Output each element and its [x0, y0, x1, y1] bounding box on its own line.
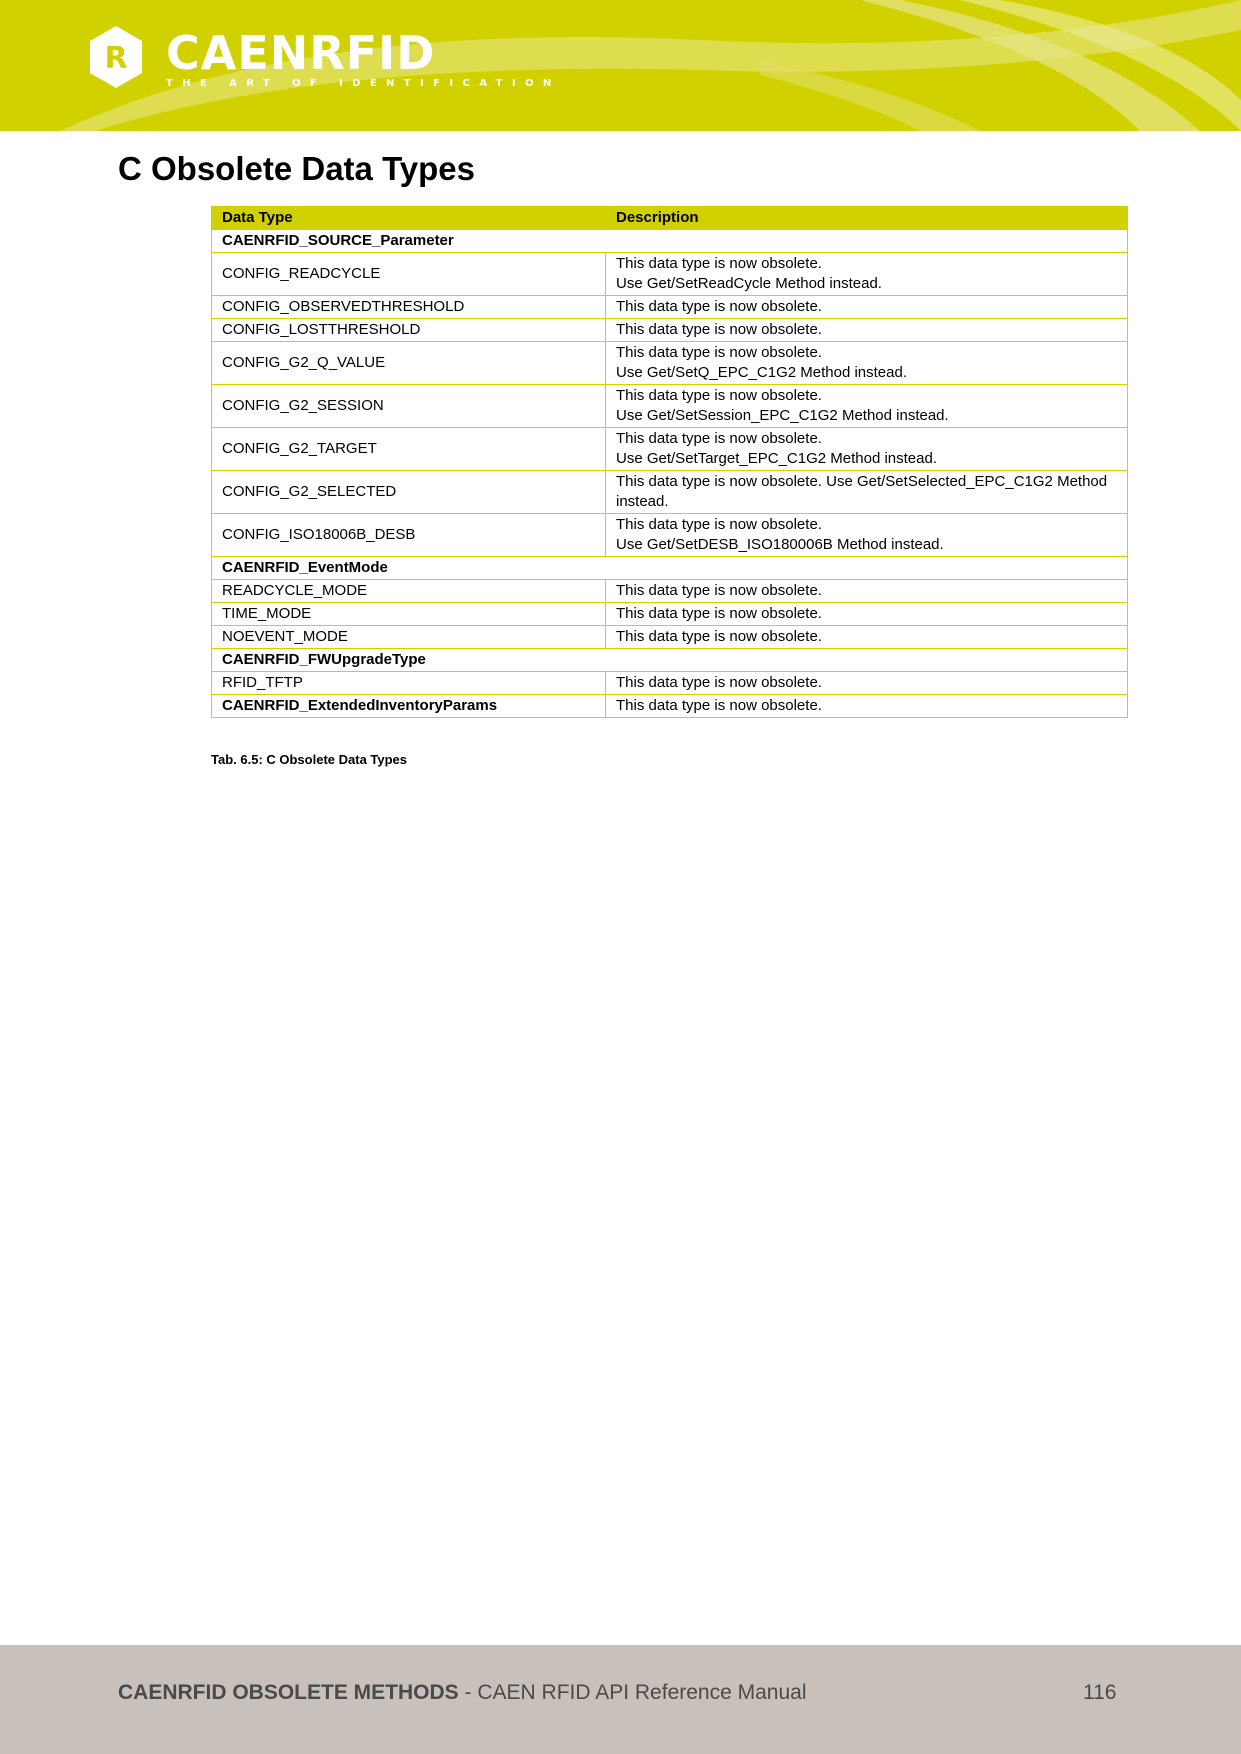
group-label: CAENRFID_SOURCE_Parameter	[212, 230, 1128, 253]
description-cell: This data type is now obsolete.	[606, 580, 1128, 603]
table-row	[212, 253, 1128, 296]
table-row	[212, 428, 1128, 471]
description-line: This data type is now obsolete.	[616, 255, 822, 272]
table-row	[212, 514, 1128, 557]
table-row	[212, 580, 1128, 603]
data-type-cell: CONFIG_G2_Q_VALUE	[212, 342, 606, 385]
logo-tagline: THE ART OF IDENTIFICATION	[166, 78, 561, 89]
table-header-row	[212, 207, 1128, 230]
description-line: Use Get/SetTarget_EPC_C1G2 Method instead.	[616, 450, 938, 467]
description-cell: This data type is now obsolete.	[606, 296, 1128, 319]
data-type-cell: CAENRFID_ExtendedInventoryParams	[212, 695, 606, 718]
table-row	[212, 672, 1128, 695]
logo-wordmark: CAENRFID	[166, 26, 436, 80]
description-cell	[606, 385, 1128, 428]
description-line: This data type is now obsolete.	[616, 387, 822, 404]
footer-separator: -	[458, 1681, 478, 1704]
table-row	[212, 342, 1128, 385]
obsolete-data-types-table	[211, 206, 1128, 718]
footer-manual: CAEN RFID API Reference Manual	[477, 1681, 807, 1704]
description-line: Use Get/SetDESB_ISO180006B Method instead.	[616, 536, 944, 553]
data-type-cell: CONFIG_ISO18006B_DESB	[212, 514, 606, 557]
description-line: This data type is now obsolete.	[616, 516, 822, 533]
description-cell: This data type is now obsolete.	[606, 603, 1128, 626]
description-line: This data type is now obsolete.	[616, 344, 822, 361]
table-caption: Tab. 6.5: C Obsolete Data Types	[211, 752, 408, 767]
data-type-cell: CONFIG_READCYCLE	[212, 253, 606, 296]
page-footer	[0, 1645, 1241, 1754]
description-cell	[606, 514, 1128, 557]
description-cell: This data type is now obsolete.	[606, 672, 1128, 695]
group-label: CAENRFID_FWUpgradeType	[212, 649, 1128, 672]
table-row	[212, 471, 1128, 514]
caenrfid-hexagon-icon	[88, 24, 144, 90]
description-cell: This data type is now obsolete.	[606, 626, 1128, 649]
data-type-cell: CONFIG_G2_TARGET	[212, 428, 606, 471]
description-cell: This data type is now obsolete.	[606, 695, 1128, 718]
description-line: Use Get/SetQ_EPC_C1G2 Method instead.	[616, 364, 907, 381]
data-type-cell: CONFIG_G2_SESSION	[212, 385, 606, 428]
data-type-cell: NOEVENT_MODE	[212, 626, 606, 649]
data-type-cell: CONFIG_OBSERVEDTHRESHOLD	[212, 296, 606, 319]
data-type-cell: RFID_TFTP	[212, 672, 606, 695]
description-cell	[606, 428, 1128, 471]
group-label: CAENRFID_EventMode	[212, 557, 1128, 580]
column-header-description: Description	[606, 207, 1128, 230]
description-line: Use Get/SetReadCycle Method instead.	[616, 275, 882, 292]
description-line: Use Get/SetSession_EPC_C1G2 Method instead.	[616, 407, 949, 424]
page-number: 116	[1083, 1681, 1117, 1704]
data-type-cell: TIME_MODE	[212, 603, 606, 626]
table-group-row	[212, 649, 1128, 672]
table-row	[212, 626, 1128, 649]
data-type-cell: CONFIG_G2_SELECTED	[212, 471, 606, 514]
description-cell: This data type is now obsolete.	[606, 319, 1128, 342]
footer-section: CAENRFID OBSOLETE METHODS	[118, 1681, 459, 1704]
table-row	[212, 695, 1128, 718]
table-row	[212, 603, 1128, 626]
table-group-row	[212, 557, 1128, 580]
description-cell: This data type is now obsolete. Use Get/SetSelected_EPC_C1G2 Method instead.	[606, 471, 1128, 514]
table-group-row	[212, 230, 1128, 253]
description-cell	[606, 342, 1128, 385]
table-row	[212, 319, 1128, 342]
caenrfid-logo	[88, 24, 561, 90]
page-header	[0, 0, 1241, 131]
column-header-data-type: Data Type	[212, 207, 606, 230]
data-type-cell: CONFIG_LOSTTHRESHOLD	[212, 319, 606, 342]
table-row	[212, 385, 1128, 428]
description-line: This data type is now obsolete.	[616, 430, 822, 447]
logo-mark-letter: R	[104, 41, 128, 76]
page-title: C Obsolete Data Types	[118, 150, 475, 187]
description-cell	[606, 253, 1128, 296]
table-row	[212, 296, 1128, 319]
data-type-cell: READCYCLE_MODE	[212, 580, 606, 603]
footer-running-title	[118, 1681, 807, 1705]
